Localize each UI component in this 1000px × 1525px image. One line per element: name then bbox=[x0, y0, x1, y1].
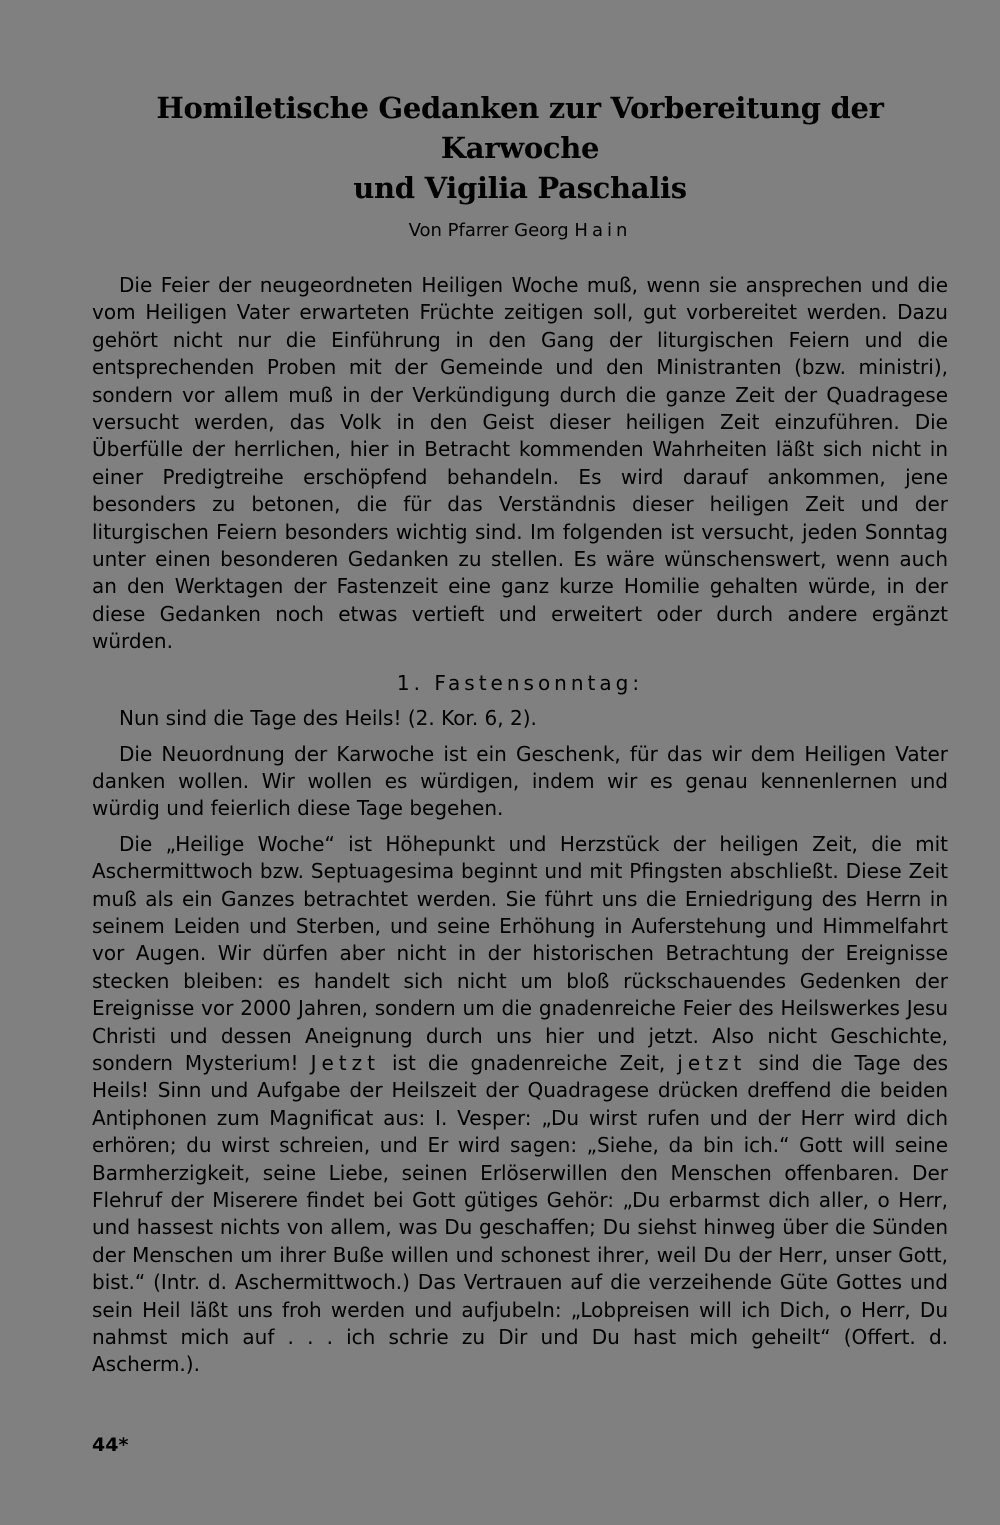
paragraph-2-part-c: sind die Tage des Heils! Sinn und Aufgabe der Heilszeit der Quadragese drücken dreffend die beiden Antiphonen zum Magnificat aus: I. Vesper: „Du wirst rufen und der Herr wird dich erhören; du wirst schreien, und Er wird sagen: „Siehe, da bin ich.“ Gott will seine Barmherzigkeit, seine Liebe, seinen Erlöserwillen den Menschen offenbaren. Der Flehruf der Miserere findet bei Gott gütiges Gehör: „Du erbarmst dich aller, o Herr, und hassest nichts von allem, was Du geschaffen; Du siehst hinweg über die Sünden der Menschen um ihrer Buße willen und schonest ihrer, weil Du der Herr, unser Gott, bist.“ (Intr. d. Aschermittwoch.) Das Vertrauen auf die verzeihende Güte Gottes und sein Heil läßt uns froh werden und aufjubeln: „Lobpreisen will ich Dich, o Herr, Du nahmst mich auf . . . ich schrie zu Dir und Du hast mich geheilt“ (Offert. d. Ascherm.). bbox=[92, 1050, 948, 1377]
paragraph-2 bbox=[92, 831, 948, 1379]
article-body bbox=[92, 272, 948, 1379]
page-number: 44* bbox=[92, 1434, 129, 1456]
paragraph-2-part-b: ist die gnadenreiche Zeit, bbox=[379, 1050, 678, 1075]
section-motto: Nun sind die Tage des Heils! (2. Kor. 6, 2). bbox=[119, 706, 537, 731]
emphasis-jetzt-1: Jetzt bbox=[310, 1050, 380, 1075]
byline-prefix: Von Pfarrer Georg bbox=[408, 220, 575, 241]
section-heading: 1. Fastensonntag: bbox=[396, 670, 644, 695]
author-name: Hain bbox=[574, 220, 632, 241]
document-title bbox=[92, 88, 948, 208]
intro-paragraph: Die Feier der neugeordneten Heiligen Woche muß, wenn sie ansprechen und die vom Heiligen Vater erwarteten Früchte zeitigen soll, gut vorbereitet werden. Dazu gehört nicht nur die Einführung in den Gang der liturgischen Feiern und die entsprechenden Proben mit der Gemeinde und den Ministranten (bzw. ministri), sondern vor allem muß in der Verkündigung durch die ganze Zeit der Quadragese versucht werden, das Volk in den Geist dieser heiligen Zeit einzuführen. Die Überfülle der herrlichen, hier in Betracht kommenden Wahrheiten läßt sich nicht in einer Predigtreihe erschöpfend behandeln. Es wird darauf ankommen, jene besonders zu betonen, die für das Verständnis dieser heiligen Zeit und der liturgischen Feiern besonders wichtig sind. Im folgenden ist versucht, jeden Sonntag unter einen besonderen Gedanken zu stellen. Es wäre wünschenswert, wenn auch an den Werktagen der Fastenzeit eine ganz kurze Homilie gehalten würde, in der diese Gedanken noch etwas vertieft und erweitert oder durch andere ergänzt würden. bbox=[92, 273, 948, 654]
byline bbox=[92, 218, 948, 244]
title-line-1: Homiletische Gedanken zur Vorbereitung der Karwoche bbox=[156, 91, 884, 165]
paragraph-1: Die Neuordnung der Karwoche ist ein Geschenk, für das wir dem Heiligen Vater danken wollen. Wir wollen es würdigen, indem wir es genau kennenlernen und würdig und feierlich diese Tage begehen. bbox=[92, 741, 948, 821]
emphasis-jetzt-2: jetzt bbox=[677, 1050, 747, 1075]
paragraph-2-part-a: Die „Heilige Woche“ ist Höhepunkt und Herzstück der heiligen Zeit, die mit Aschermittwoch bzw. Septuagesima beginnt und mit Pfingsten abschließt. Diese Zeit muß als ein Ganzes betrachtet werden. Sie führt uns die Erniedrigung des Herrn in seinem Leiden und Sterben, und seine Erhöhung in Auferstehung und Himmelfahrt vor Augen. Wir dürfen aber nicht in der historischen Betrachtung der Ereignisse stecken bleiben: es handelt sich nicht um bloß rückschauendes Gedenken der Ereignisse vor 2000 Jahren, sondern um die gnadenreiche Feier des Heilswerkes Jesu Christi und dessen Aneignung durch uns hier und jetzt. Also nicht Geschichte, sondern Mysterium! bbox=[92, 831, 948, 1075]
title-line-2: und Vigilia Paschalis bbox=[353, 171, 687, 205]
document-page bbox=[92, 88, 948, 1508]
